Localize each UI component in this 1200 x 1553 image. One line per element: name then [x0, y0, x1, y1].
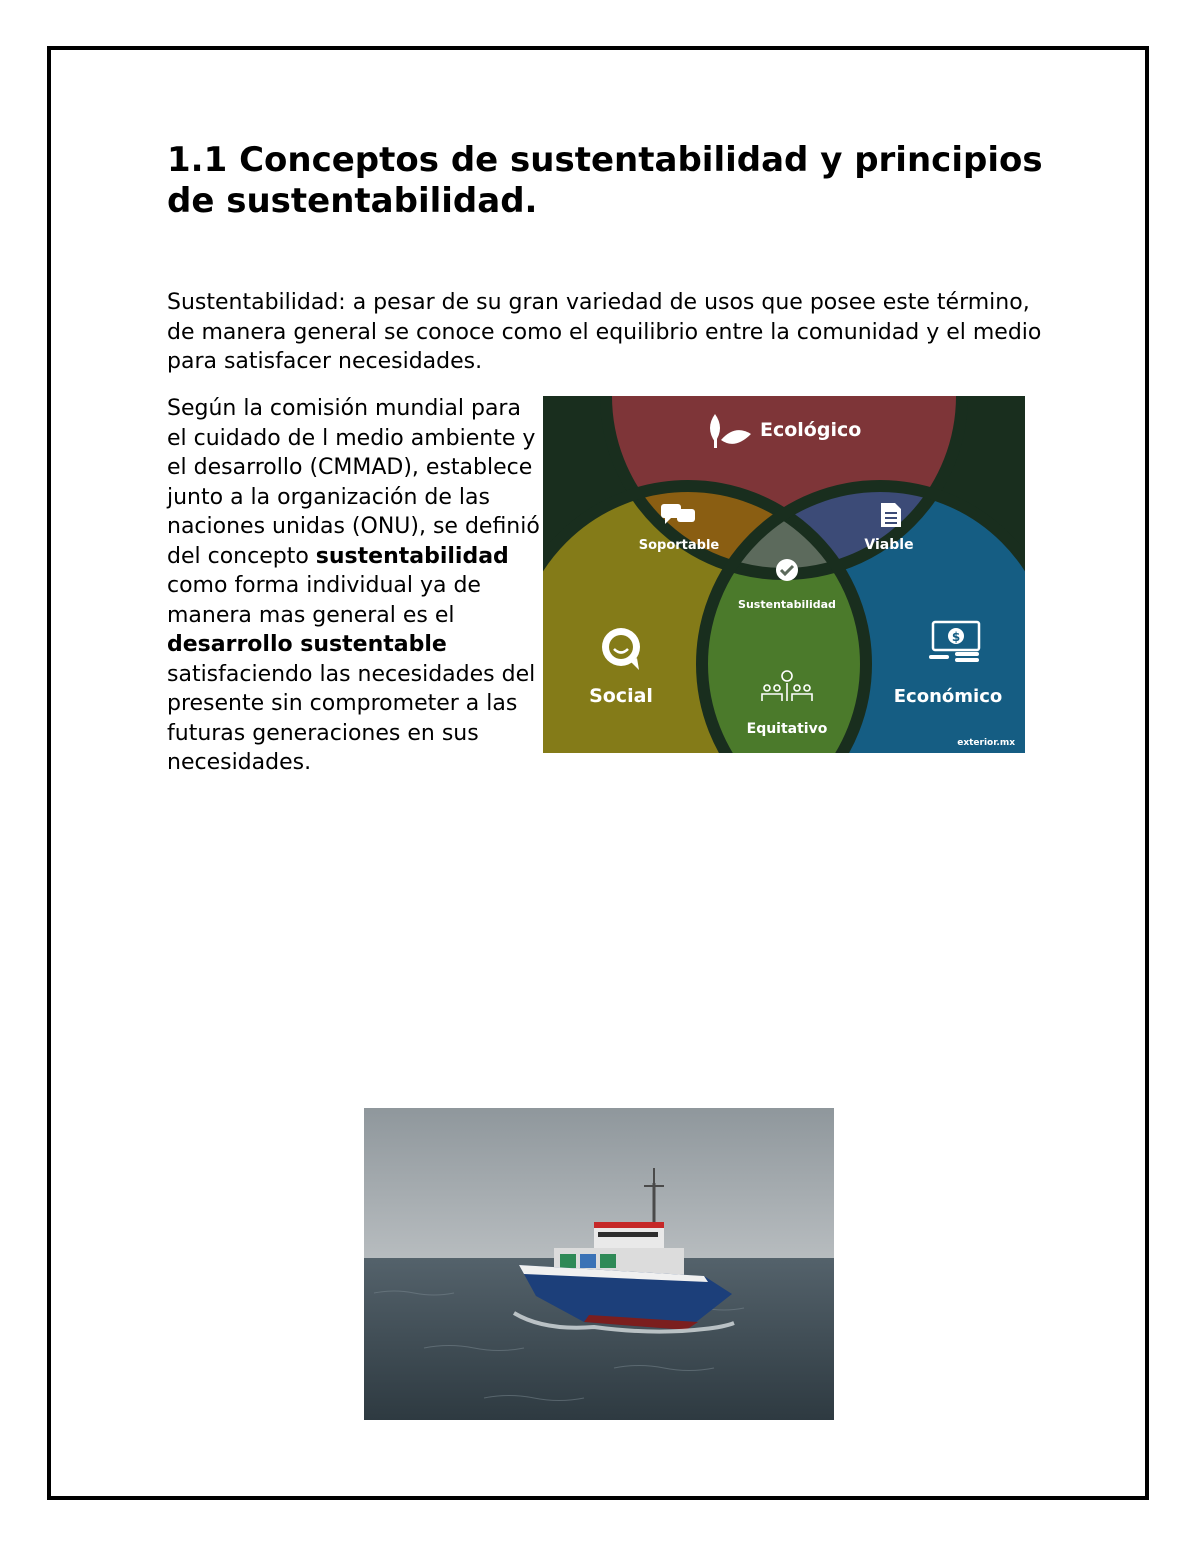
sustainability-venn-diagram [543, 396, 1025, 753]
venn-label-economico: Económico [893, 686, 1003, 707]
svg-text:$: $ [951, 630, 961, 644]
check-circle-icon [776, 559, 798, 581]
venn-credit: exterior.mx [957, 738, 1015, 748]
venn-label-social: Social [589, 685, 653, 707]
document-icon [881, 503, 901, 527]
venn-label-soportable: Soportable [638, 538, 720, 553]
paragraph-definition: Sustentabilidad: a pesar de su gran variedad de usos que posee este término, de manera general se conoce como el equilibrio entre la comunidad y el medio para satisfacer necesidades. [167, 290, 1042, 374]
paragraph-cmmad [167, 394, 542, 778]
paragraph-cmmad-text-2: como forma individual ya de manera mas general es el [167, 573, 481, 628]
fishing-boat-photo [364, 1108, 834, 1420]
venn-label-viable: Viable [864, 537, 914, 553]
paragraph-cmmad-text-3: satisfaciendo las necesidades del presente sin comprometer a las futuras generaciones en sus necesidades. [167, 661, 536, 775]
venn-label-center: Sustentabilidad [738, 598, 836, 611]
venn-label-equitativo: Equitativo [746, 721, 828, 737]
bold-sustentabilidad: sustentabilidad [315, 543, 509, 569]
venn-label-ecologico: Ecológico [760, 419, 862, 441]
paragraph-cmmad-text-1: Según la comisión mundial para el cuidado de l medio ambiente y el desarrollo (CMMAD), establece junto a la organización de las naciones unidas (ONU), se definió del concepto [167, 396, 540, 569]
bold-desarrollo-sustentable: desarrollo sustentable [167, 632, 447, 657]
page-title: 1.1 Conceptos de sustentabilidad y principios de sustentabilidad. [167, 140, 1043, 221]
